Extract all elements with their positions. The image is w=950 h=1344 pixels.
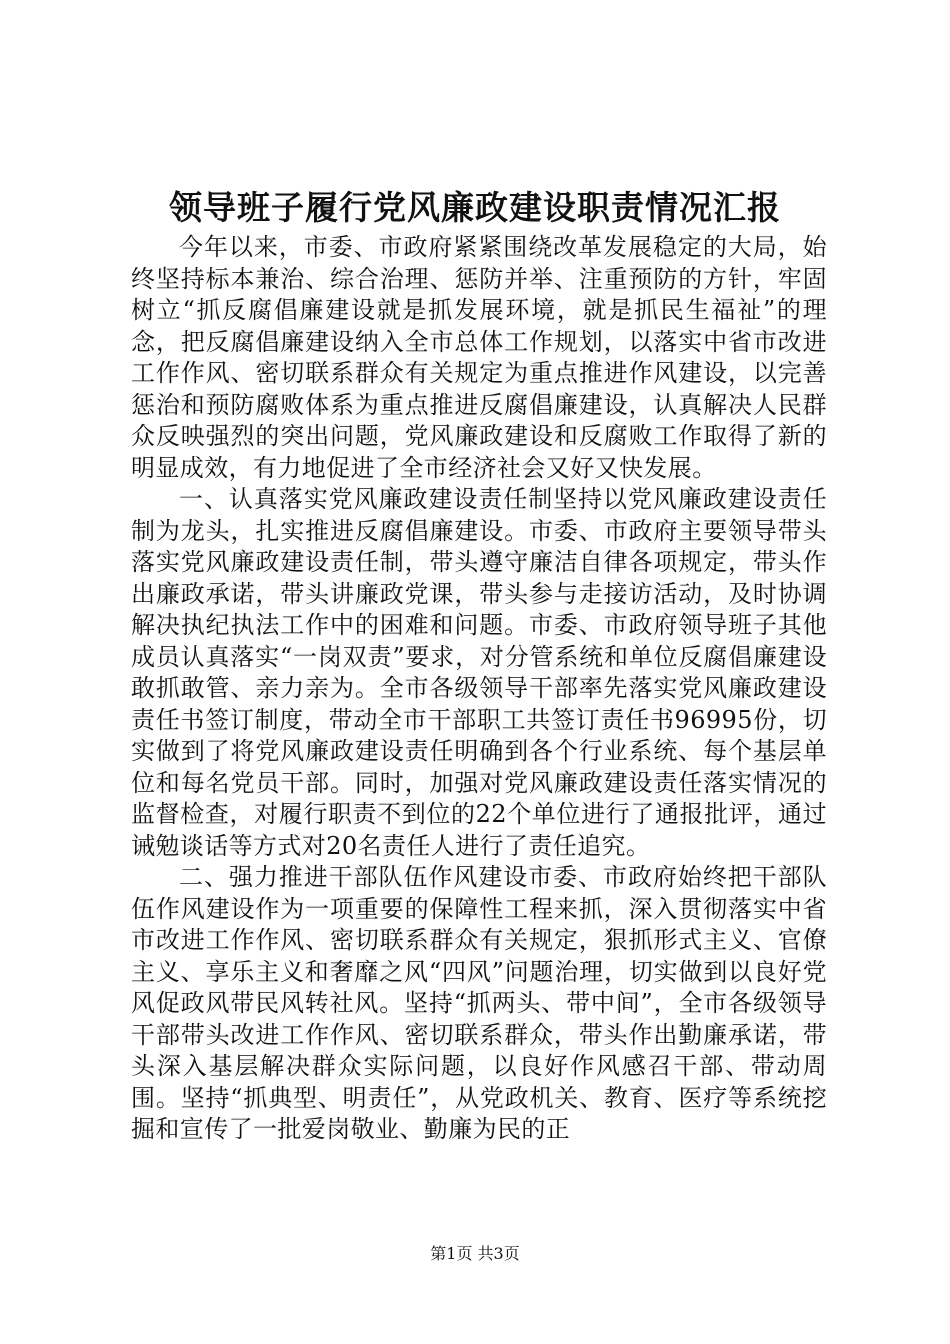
paragraph-section-1: 一、认真落实党风廉政建设责任制坚持以党风廉政建设责任制为龙头，扎实推进反腐倡廉建设。市委、市政府主要领导带头落实党风廉政建设责任制，带头遵守廉洁自律各项规定，带头作出廉政承诺，带头讲廉政党课，带头参与走接访活动，及时协调解决执纪执法工作中的困难和问题。市委、市政府领导班子其他成员认真落实“一岗双责”要求，对分管系统和单位反腐倡廉建设敢抓敢管、亲力亲为。全市各级领导干部率先落实党风廉政建设责任书签订制度，带动全市干部职工共签订责任书96995份，切实做到了将党风廉政建设责任明确到各个行业系统、每个基层单位和每名党员干部。同时，加强对党风廉政建设责任落实情况的监督检查，对履行职责不到位的22个单位进行了通报批评，通过诫勉谈话等方式对20名责任人进行了责任追究。: [131, 485, 827, 860]
document-body: [131, 232, 827, 1146]
document-title: 领导班子履行党风廉政建设职责情况汇报: [169, 188, 781, 227]
paragraph-section-2: 二、强力推进干部队伍作风建设市委、市政府始终把干部队伍作风建设作为一项重要的保障性工程来抓，深入贯彻落实中省市改进工作作风、密切联系群众有关规定，狠抓形式主义、官僚主义、享乐主义和奢靡之风“四风”问题治理，切实做到以良好党风促政风带民风转社风。坚持“抓两头、带中间”，全市各级领导干部带头改进工作作风、密切联系群众，带头作出勤廉承诺，带头深入基层解决群众实际问题，以良好作风感召干部、带动周围。坚持“抓典型、明责任”，从党政机关、教育、医疗等系统挖掘和宣传了一批爱岗敬业、勤廉为民的正: [131, 863, 827, 1143]
paragraph-intro: 今年以来，市委、市政府紧紧围绕改革发展稳定的大局，始终坚持标本兼治、综合治理、惩防并举、注重预防的方针，牢固树立“抓反腐倡廉建设就是抓发展环境，就是抓民生福祉”的理念，把反腐倡廉建设纳入全市总体工作规划，以落实中省市改进工作作风、密切联系群众有关规定为重点推进作风建设，以完善惩治和预防腐败体系为重点推进反腐倡廉建设，认真解决人民群众反映强烈的突出问题，党风廉政建设和反腐败工作取得了新的明显成效，有力地促进了全市经济社会又好又快发展。: [131, 233, 827, 482]
page-footer: 第1页 共3页: [430, 1244, 520, 1263]
